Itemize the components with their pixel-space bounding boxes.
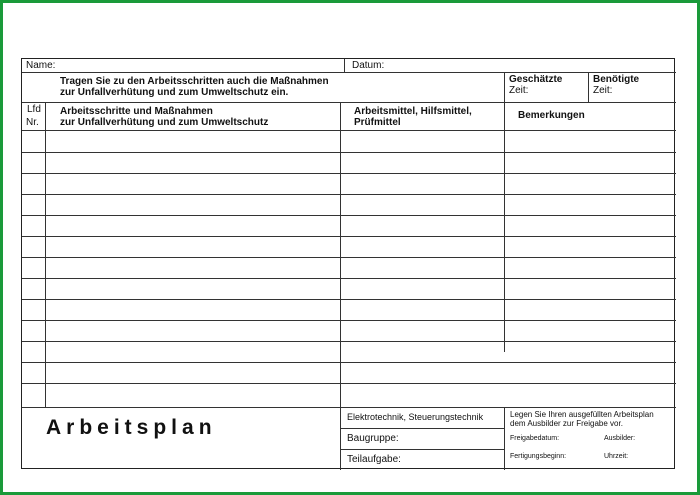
table-row-divider — [22, 236, 676, 237]
name-field[interactable] — [22, 59, 344, 72]
datum-field[interactable] — [344, 59, 676, 72]
table-row-divider — [22, 257, 676, 258]
submission-note-2: dem Ausbilder zur Freigabe vor. — [510, 419, 623, 428]
steps-header-1: Arbeitsschritte und Maßnahmen — [60, 106, 213, 117]
lfd-header-1: Lfd — [27, 104, 41, 115]
submission-note-1: Legen Sie Ihren ausgefüllten Arbeitsplan — [510, 410, 654, 419]
estimated-time-title: Geschätzte — [509, 74, 563, 85]
arbeitsplan-form — [21, 58, 675, 469]
domain-label: Elektrotechnik, Steuerungstechnik — [347, 412, 484, 422]
table-row-divider — [22, 152, 676, 153]
table-row-divider — [22, 383, 676, 384]
datum-label: Datum: — [352, 60, 385, 71]
table-row-divider — [22, 215, 676, 216]
instruction-line-2: zur Unfallverhütung und zum Umweltschutz ein. — [60, 87, 289, 98]
release-date-label: Freigabedatum: — [510, 435, 560, 442]
instruction-line-1: Tragen Sie zu den Arbeitsschritten auch die Maßnahmen — [60, 76, 329, 87]
production-start-label: Fertigungsbeginn: — [510, 453, 567, 460]
table-row-divider — [22, 278, 676, 279]
table-row-divider — [22, 173, 676, 174]
name-label: Name: — [26, 60, 56, 71]
table-row-divider — [22, 299, 676, 300]
tools-header-2: Prüfmittel — [354, 117, 401, 128]
baugruppe-label: Baugruppe: — [347, 433, 399, 444]
table-row-divider — [22, 194, 676, 195]
form-title: Arbeitsplan — [46, 416, 217, 439]
estimated-time-sub: Zeit: — [509, 85, 529, 96]
table-row-divider — [22, 320, 676, 321]
teilaufgabe-label: Teilaufgabe: — [347, 454, 401, 465]
table-row-divider — [22, 341, 676, 342]
needed-time-sub: Zeit: — [593, 85, 613, 96]
trainer-label: Ausbilder: — [604, 435, 636, 442]
steps-header-2: zur Unfallverhütung und zum Umweltschutz — [60, 117, 269, 128]
remarks-header: Bemerkungen — [518, 110, 585, 121]
needed-time-title: Benötigte — [593, 74, 640, 85]
lfd-header-2: Nr. — [26, 117, 39, 128]
time-label: Uhrzeit: — [604, 453, 629, 460]
tools-header-1: Arbeitsmittel, Hilfsmittel, — [354, 106, 472, 117]
table-row-divider — [22, 362, 676, 363]
